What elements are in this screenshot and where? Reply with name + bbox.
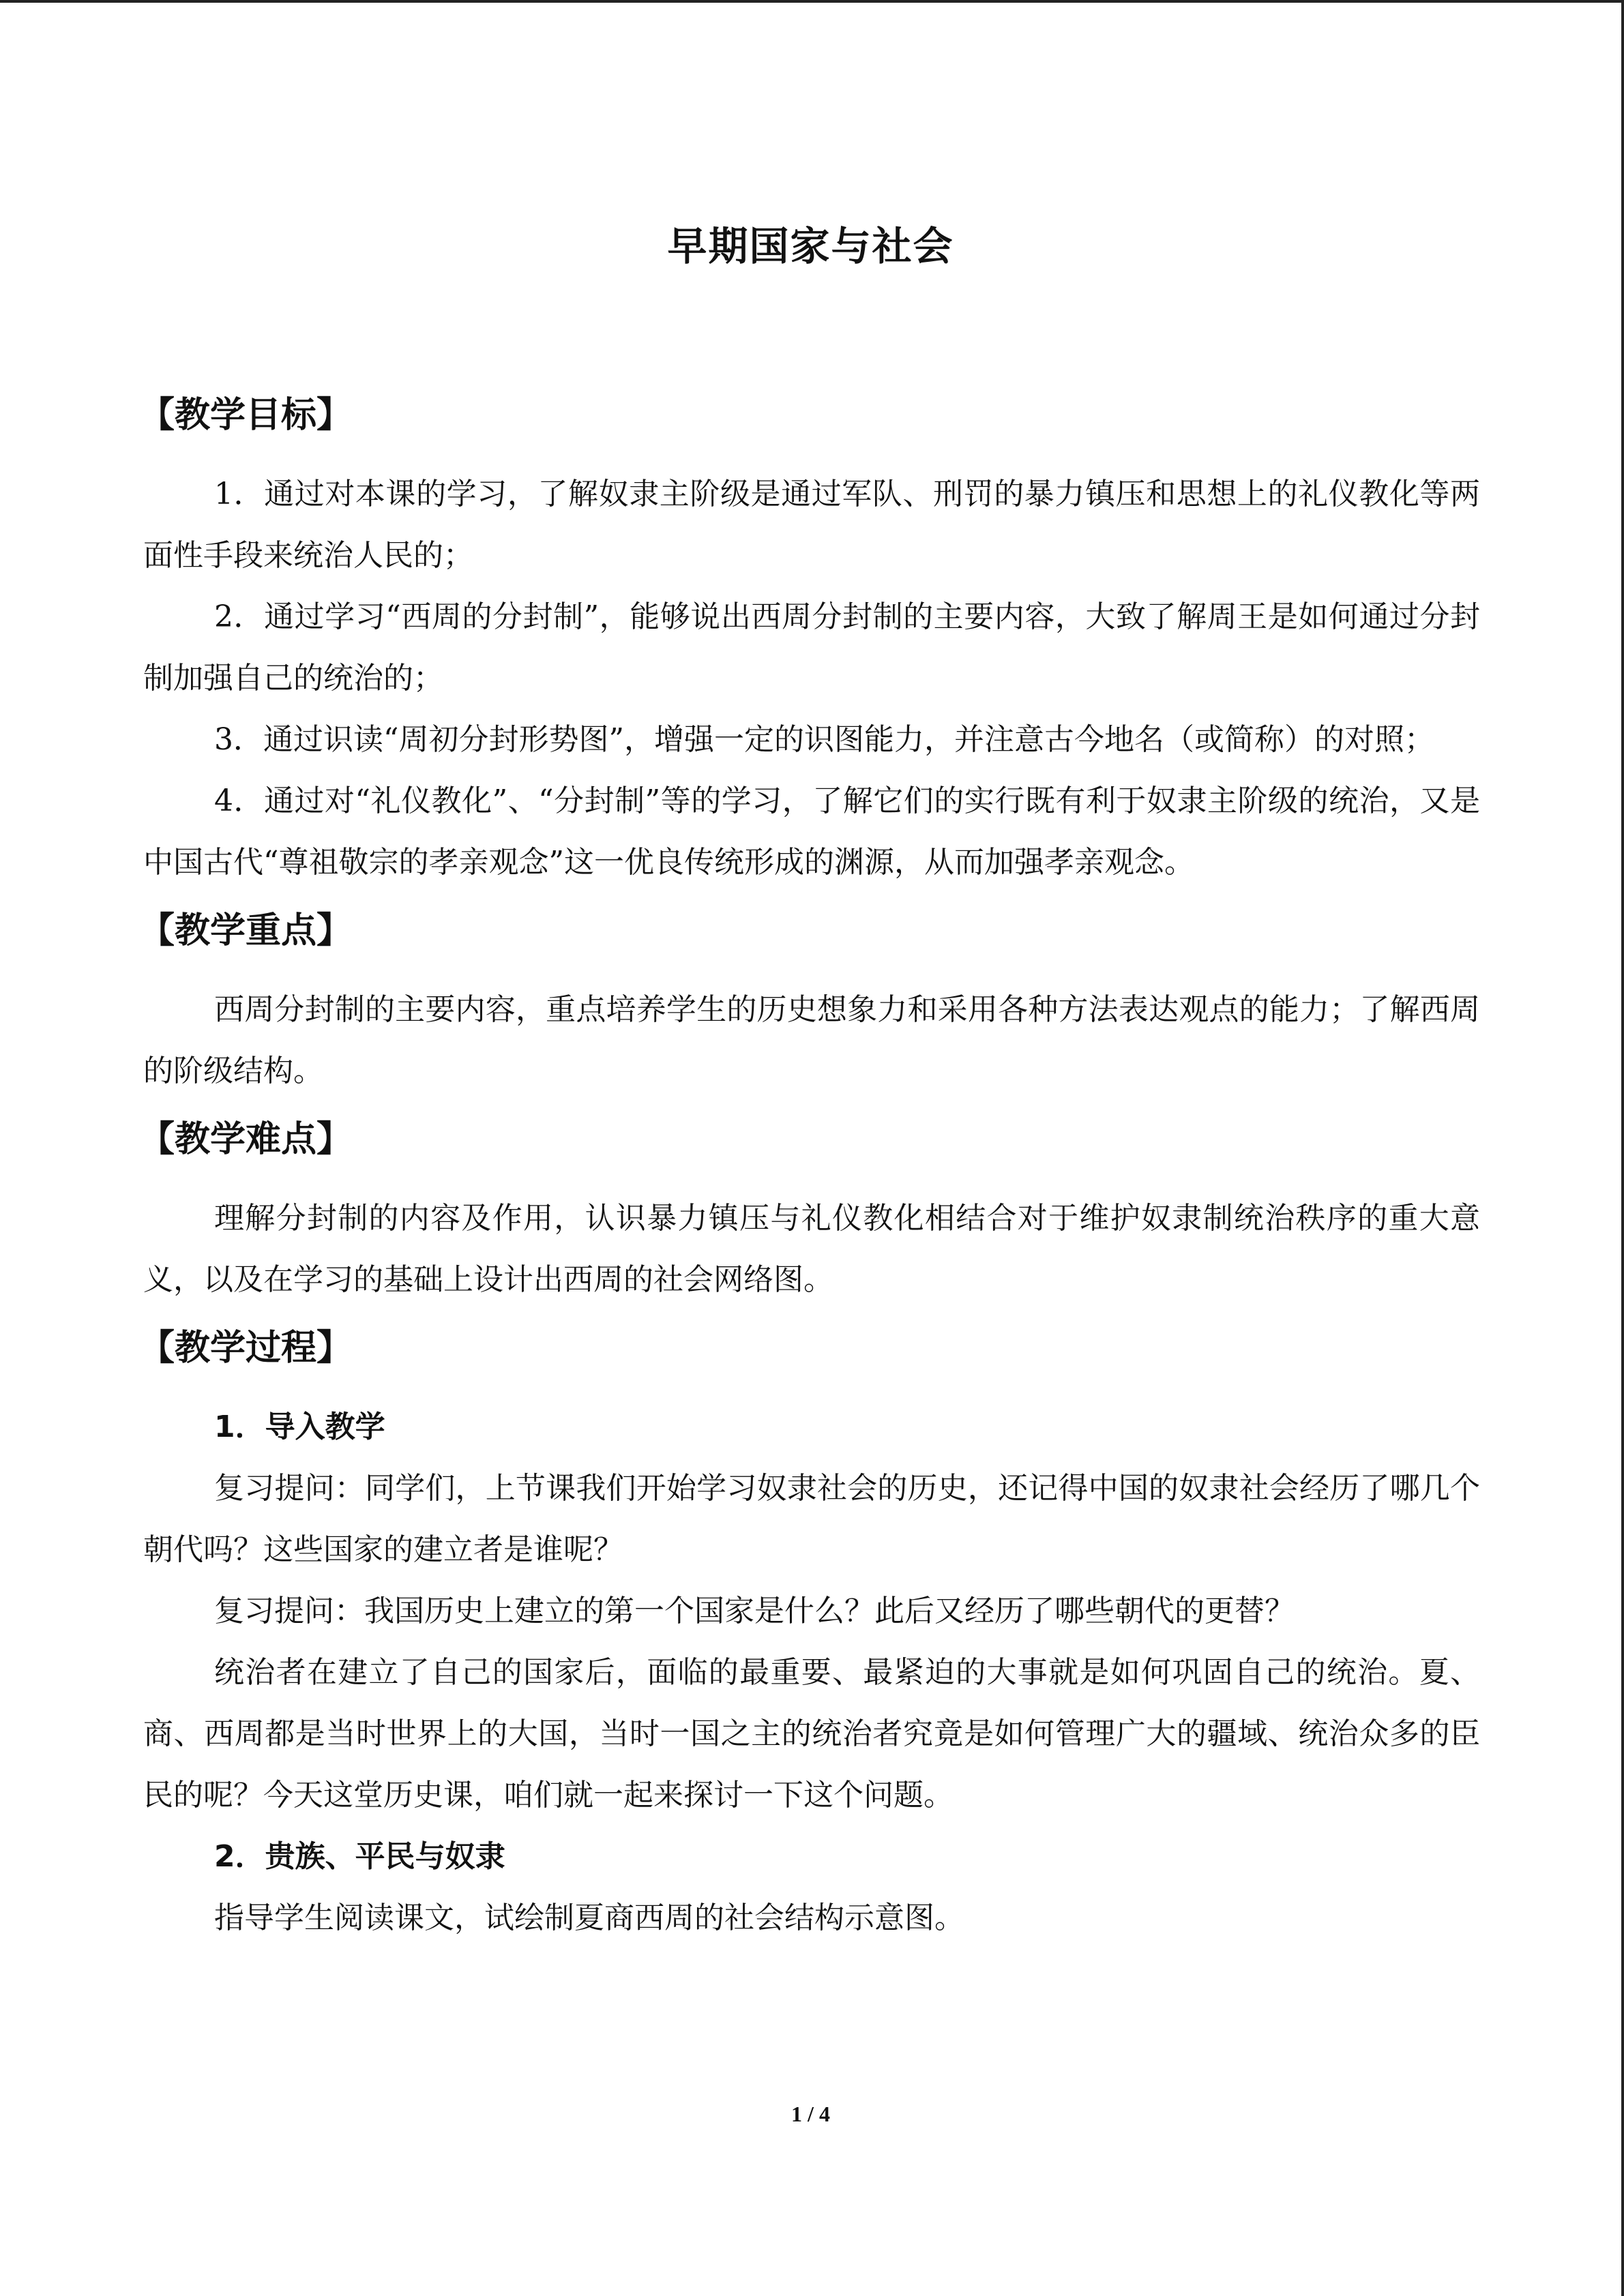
process-step-1-paragraph-1: 复习提问：同学们，上节课我们开始学习奴隶社会的历史，还记得中国的奴隶社会经历了哪几个朝代吗？这些国家的建立者是谁呢？ [143, 1471, 1480, 1567]
section-heading-difficulties: 【教学难点】 [139, 1119, 353, 1160]
key-points-text: 西周分封制的主要内容，重点培养学生的历史想象力和采用各种方法表达观点的能力；了解西周的阶级结构。 [143, 992, 1480, 1088]
difficulties-text: 理解分封制的内容及作用，认识暴力镇压与礼仪教化相结合对于维护奴隶制统治秩序的重大意义，以及在学习的基础上设计出西周的社会网络图。 [143, 1201, 1480, 1297]
process-step-2-title: 2．贵族、平民与奴隶 [214, 1839, 505, 1874]
goal-item-4: 4．通过对“礼仪教化”、“分封制”等的学习，了解它们的实行既有利于奴隶主阶级的统治，又是中国古代“尊祖敬宗的孝亲观念”这一优良传统形成的渊源，从而加强孝亲观念。 [143, 784, 1480, 880]
process-step-1-paragraph-3: 统治者在建立了自己的国家后，面临的最重要、最紧迫的大事就是如何巩固自己的统治。夏、商、西周都是当时世界上的大国，当时一国之主的统治者究竟是如何管理广大的疆域、统治众多的臣民的呢？今天这堂历史课，咱们就一起来探讨一下这个问题。 [143, 1655, 1480, 1813]
page-number: 1 / 4 [791, 2102, 830, 2126]
process-step-2-paragraph-1: 指导学生阅读课文，试绘制夏商西周的社会结构示意图。 [214, 1900, 964, 1935]
document-body [139, 385, 1480, 1949]
section-heading-goals: 【教学目标】 [139, 395, 353, 436]
section-heading-key-points: 【教学重点】 [139, 910, 353, 951]
section-heading-process: 【教学过程】 [139, 1328, 353, 1369]
goal-item-2: 2．通过学习“西周的分封制”，能够说出西周分封制的主要内容，大致了解周王是如何通过分封制加强自己的统治的； [143, 599, 1480, 696]
goal-item-3: 3．通过识读“周初分封形势图”，增强一定的识图能力，并注意古今地名（或简称）的对照； [214, 722, 1434, 757]
goal-item-1: 1．通过对本课的学习，了解奴隶主阶级是通过军队、刑罚的暴力镇压和思想上的礼仪教化等两面性手段来统治人民的； [143, 477, 1480, 573]
process-step-1-title: 1．导入教学 [214, 1410, 385, 1444]
document-title: 早期国家与社会 [667, 223, 954, 269]
process-step-1-paragraph-2: 复习提问：我国历史上建立的第一个国家是什么？此后又经历了哪些朝代的更替？ [214, 1594, 1295, 1628]
